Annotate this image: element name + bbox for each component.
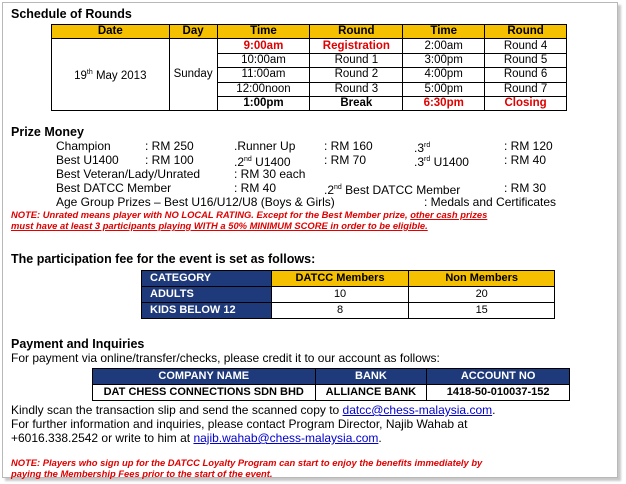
prize-u1400-value: : RM 100 <box>145 153 194 167</box>
schedule-time: 11:00am <box>217 68 310 82</box>
prize-third-sup: rd <box>424 142 431 149</box>
schedule-round: Round 7 <box>485 82 567 96</box>
schedule-time: 12:00noon <box>217 82 310 96</box>
schedule-date-cell <box>52 39 170 111</box>
schedule-header-date: Date <box>52 25 170 39</box>
fee-members: 8 <box>271 303 409 319</box>
prize-champion-label: Champion <box>56 139 111 153</box>
schedule-date-day: 19 <box>74 70 87 83</box>
fee-members: 10 <box>271 287 409 303</box>
schedule-time: 6:30pm <box>403 96 485 110</box>
prize-u1400-3-label <box>414 153 469 169</box>
prize-runnerup-value: : RM 160 <box>324 139 373 153</box>
fee-header-members: DATCC Members <box>271 271 409 287</box>
account-company: DAT CHESS CONNECTIONS SDN BHD <box>93 385 316 401</box>
prize-age-value: : Medals and Certificates <box>424 195 557 209</box>
schedule-round: Registration <box>310 39 403 53</box>
document-frame <box>2 2 618 478</box>
account-bank: ALLIANCE BANK <box>315 385 427 401</box>
schedule-round: Round 4 <box>485 39 567 53</box>
fee-non-members: 15 <box>409 303 555 319</box>
prize-veteran-value: : RM 30 each <box>234 167 306 181</box>
account-row <box>93 385 570 401</box>
schedule-time: 10:00am <box>217 53 310 67</box>
schedule-round: Round 3 <box>310 82 403 96</box>
prize-u1400-2-suffix: U1400 <box>251 155 291 169</box>
prize-u1400-2-value: : RM 70 <box>324 153 367 167</box>
fee-table <box>141 270 555 319</box>
prize-u1400-label: Best U1400 <box>56 153 119 167</box>
fee-header-category: CATEGORY <box>142 271 272 287</box>
prize-u1400-3-prefix: .3 <box>414 155 425 169</box>
payment-scan-text: Kindly scan the transaction slip and send the scanned copy to <box>11 403 343 417</box>
prize-third-value: : RM 120 <box>504 139 553 153</box>
fee-category: ADULTS <box>142 287 272 303</box>
prize-member-2-suffix: Best DATCC Member <box>341 183 461 197</box>
schedule-time: 9:00am <box>217 39 310 53</box>
account-header-row <box>93 369 570 385</box>
prize-note-line2-text: must have at least 3 participants playing WITH a 50% MINIMUM SCORE in order to be eligible. <box>11 220 428 231</box>
schedule-time: 1:00pm <box>217 96 310 110</box>
prize-note-part1: NOTE: Unrated means player with NO LOCAL RATING. Except for the Best Member prize, <box>11 209 411 220</box>
prize-member-value: : RM 40 <box>234 181 277 195</box>
schedule-header-round-2: Round <box>485 25 567 39</box>
prize-u1400-3-sup: rd <box>424 156 431 163</box>
schedule-table <box>51 24 567 111</box>
payment-scan-end: . <box>492 403 496 417</box>
schedule-day-cell: Sunday <box>169 39 217 111</box>
prize-champion-value: : RM 250 <box>145 139 194 153</box>
prize-third-prefix: .3 <box>414 141 425 155</box>
schedule-round: Round 2 <box>310 68 403 82</box>
prize-runnerup-label: .Runner Up <box>234 139 296 153</box>
schedule-date-rest: May 2013 <box>92 70 147 83</box>
payment-further-line-2 <box>11 431 382 445</box>
payment-note-line-2: paying the Membership Fees prior to the start of the event. <box>11 468 273 479</box>
schedule-round: Break <box>310 96 403 110</box>
fee-non-members: 20 <box>409 287 555 303</box>
prize-u1400-2-prefix: .2 <box>234 155 245 169</box>
prize-u1400-3-suffix: U1400 <box>430 155 469 169</box>
fee-row <box>142 287 555 303</box>
fee-row <box>142 303 555 319</box>
schedule-round: Round 1 <box>310 53 403 67</box>
fee-header-row <box>142 271 555 287</box>
prize-veteran-label: Best Veteran/Lady/Unrated <box>56 167 201 181</box>
prize-member-2-sup: nd <box>334 184 342 191</box>
prize-member-2-value: : RM 30 <box>504 181 547 195</box>
schedule-time: 4:00pm <box>403 68 485 82</box>
fee-category: KIDS BELOW 12 <box>142 303 272 319</box>
prize-age-label: Age Group Prizes – Best U16/U12/U8 (Boys & Girls) <box>56 195 335 209</box>
schedule-header-time-1: Time <box>217 25 310 39</box>
schedule-round: Round 6 <box>485 68 567 82</box>
schedule-round: Closing <box>485 96 567 110</box>
schedule-round: Round 5 <box>485 53 567 67</box>
schedule-header-row <box>52 25 567 39</box>
prize-u1400-2-sup: nd <box>244 156 252 163</box>
prize-member-2-prefix: .2 <box>324 183 335 197</box>
fee-title: The participation fee for the event is set as follows: <box>11 252 316 266</box>
schedule-row <box>52 39 567 53</box>
schedule-title: Schedule of Rounds <box>11 7 132 21</box>
email-link-datcc[interactable]: datcc@chess-malaysia.com <box>342 403 493 417</box>
prize-title: Prize Money <box>11 125 84 139</box>
schedule-time: 3:00pm <box>403 53 485 67</box>
prize-u1400-3-value: : RM 40 <box>504 153 547 167</box>
fee-header-non-members: Non Members <box>409 271 555 287</box>
account-header-account: ACCOUNT NO <box>427 369 570 385</box>
account-number: 1418-50-010037-152 <box>427 385 570 401</box>
schedule-time: 5:00pm <box>403 82 485 96</box>
prize-note-line-2 <box>11 220 428 231</box>
account-header-company: COMPANY NAME <box>93 369 316 385</box>
schedule-date-sup: th <box>86 69 93 77</box>
prize-member-label: Best DATCC Member <box>56 181 172 195</box>
schedule-time: 2:00am <box>403 39 485 53</box>
payment-title: Payment and Inquiries <box>11 337 145 351</box>
prize-note-line-1 <box>11 209 487 220</box>
email-link-najib[interactable]: najib.wahab@chess-malaysia.com <box>193 431 379 445</box>
account-header-bank: BANK <box>315 369 427 385</box>
payment-scan-line <box>11 403 495 417</box>
schedule-header-day: Day <box>169 25 217 39</box>
payment-further-line-1: For further information and inquiries, please contact Program Director, Najib Wahab at <box>11 417 468 431</box>
payment-phone-text: +6016.338.2542 or write to him at <box>11 431 194 445</box>
schedule-header-time-2: Time <box>403 25 485 39</box>
payment-intro: For payment via online/transfer/checks, please credit it to our account as follows: <box>11 351 440 365</box>
prize-note-part2: other cash prizes <box>410 209 488 220</box>
payment-further-end: . <box>378 431 382 445</box>
payment-note-line-1: NOTE: Players who sign up for the DATCC Loyalty Program can start to enjoy the benefits immediately by <box>11 457 483 468</box>
account-table <box>92 368 570 401</box>
schedule-header-round-1: Round <box>310 25 403 39</box>
